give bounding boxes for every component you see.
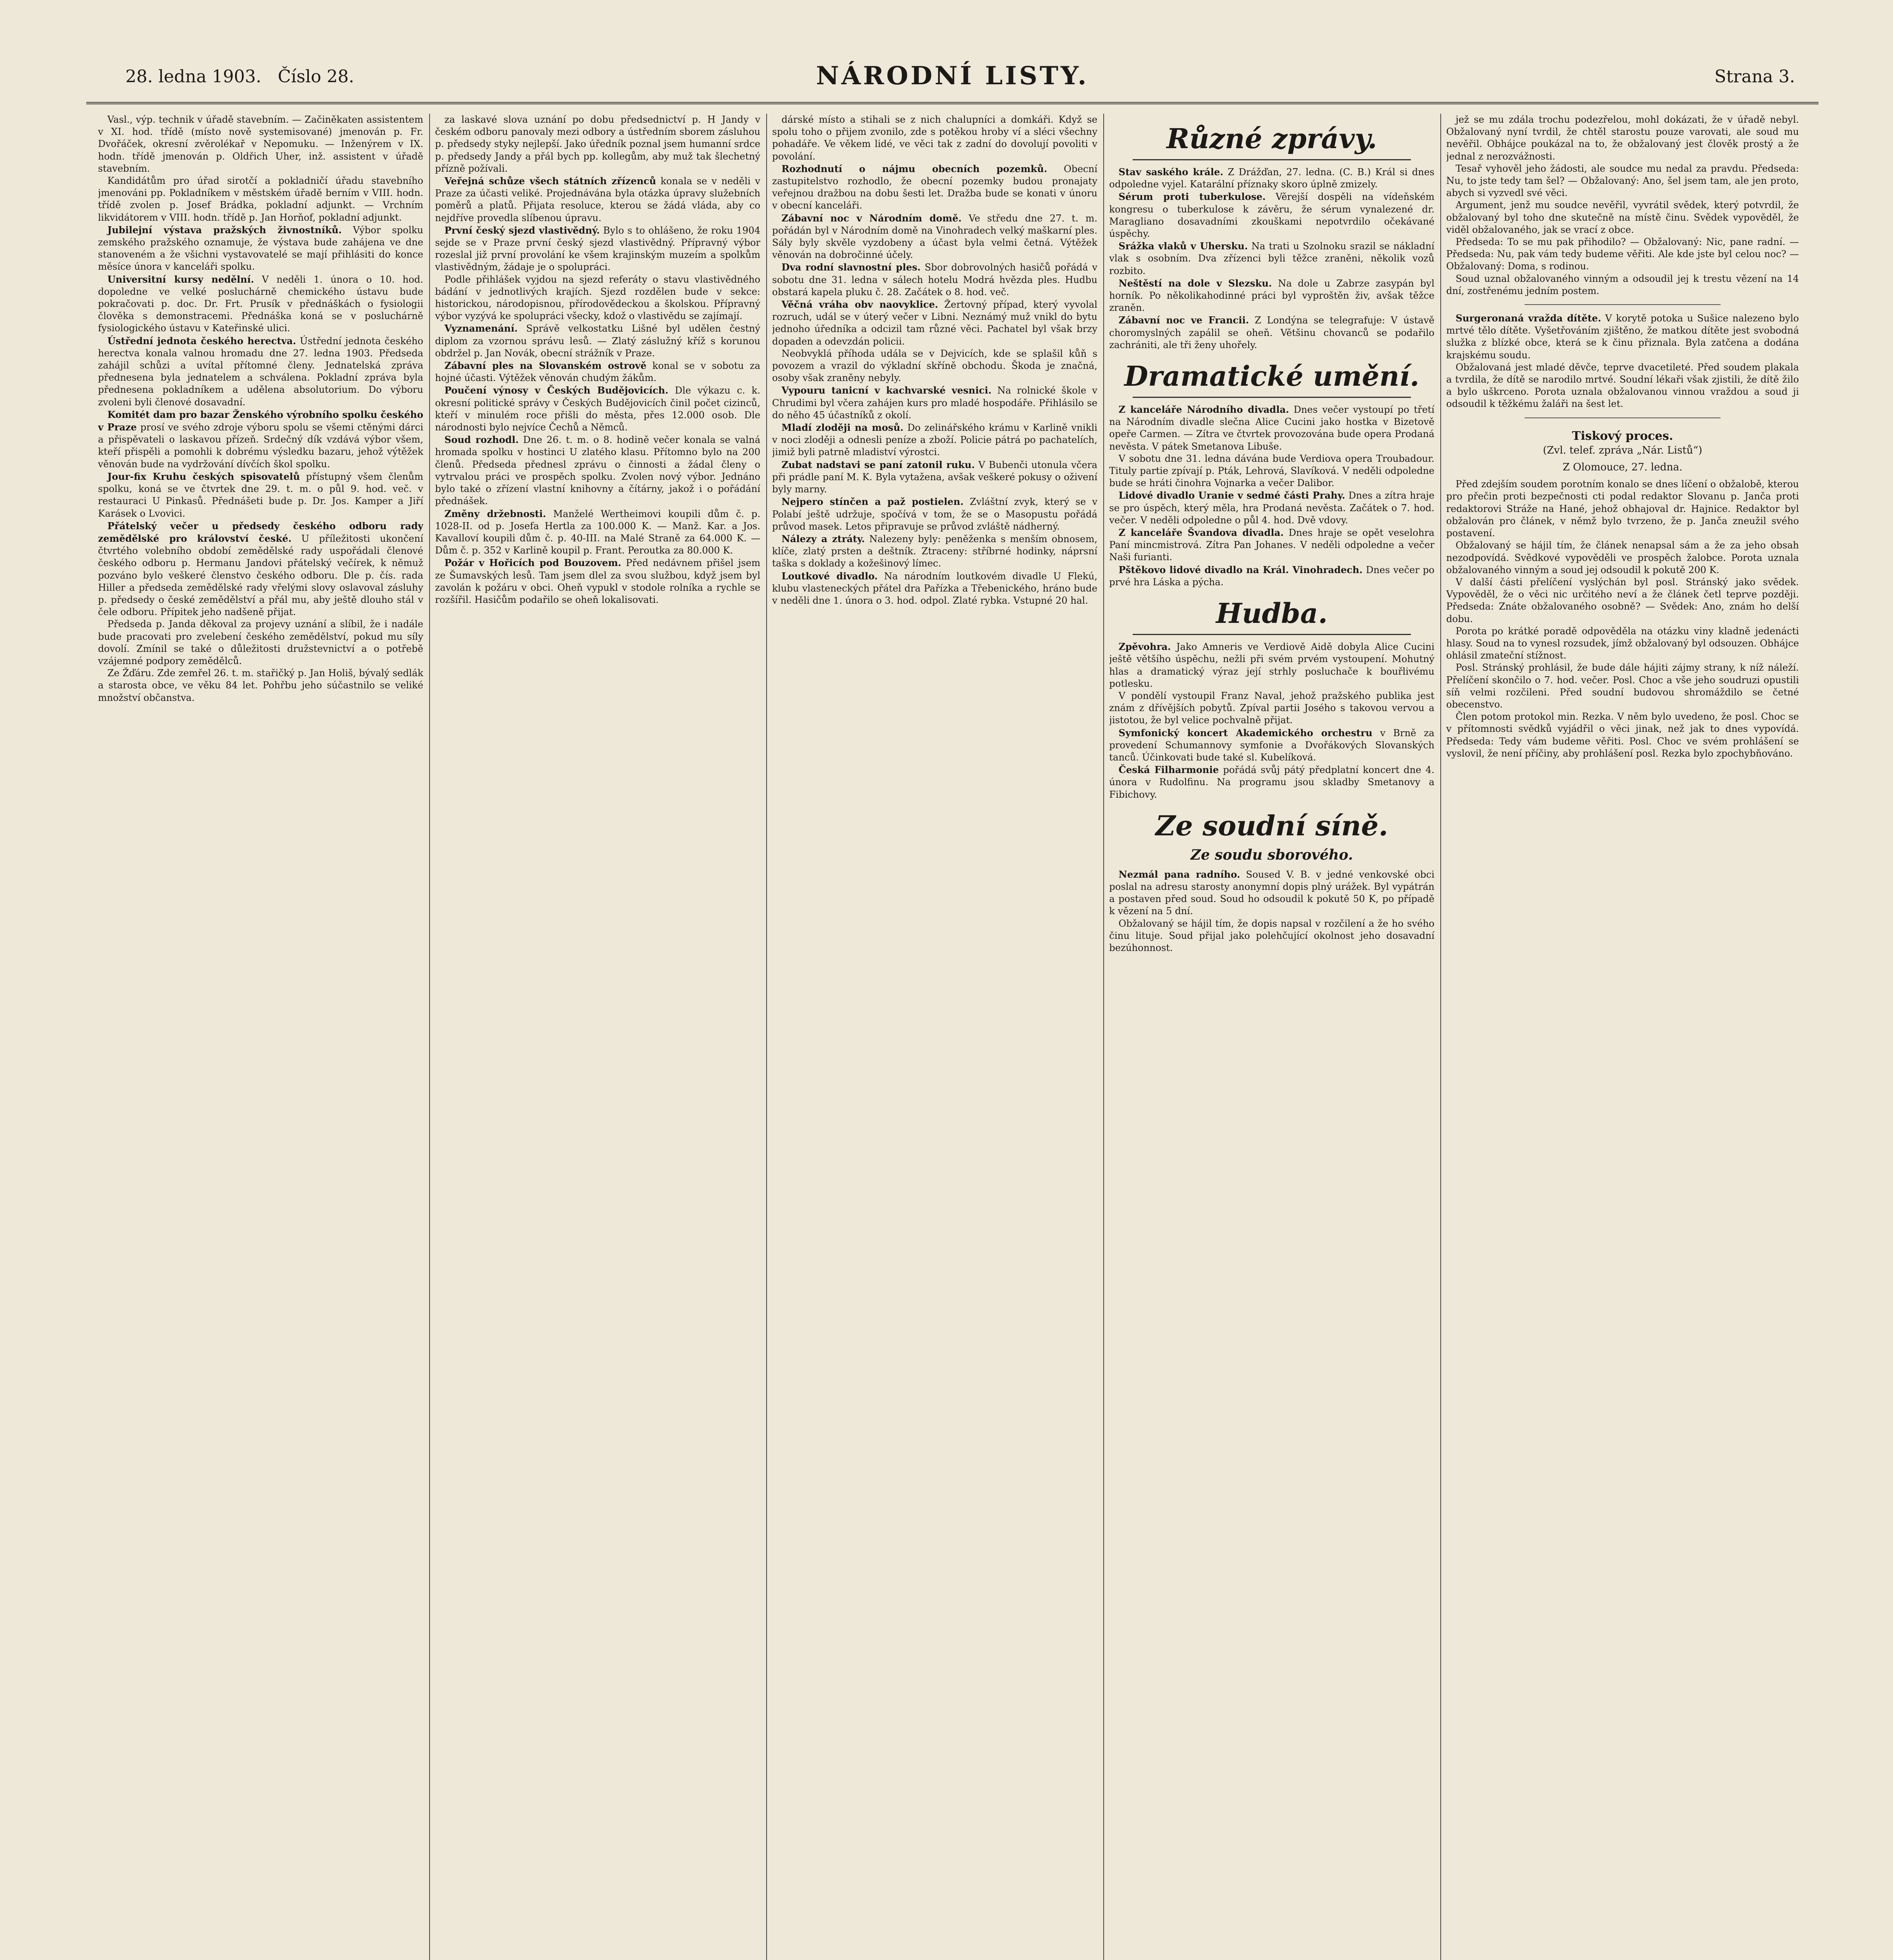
article-text: Na trati u Szolnoku srazil se nákladní vlak s osobním. Dva zřízenci byli těžce zraněni, několik vozů rozbito. (1109, 241, 1434, 276)
article-paragraph (98, 520, 423, 619)
page-number: Strana 3. (1714, 67, 1795, 87)
article-heading: Veřejná schůze všech státních zřízenců (444, 175, 656, 187)
article-text: Soused V. B. v jedné venkovské obci poslal na adresu starosty anonymní dopis plný urážek. Byl vypátrán a postaven před soud. Soud ho odsoudil k pokutě 50 K, po případě k vězení na 5 dní. (1109, 869, 1434, 917)
article-paragraph (1109, 314, 1434, 351)
article-paragraph: Vasl., výp. technik v úřadě stavebním. — Začiněkaten assistentem v XI. hod. třídě (místo nově systemisované) jmenován p. Fr. Dvořáček, okresní zvěrolékař v Nepomuku. — Inženýrem v IX. hodn. třídě jmenován p. Oldřich Uher, inž. assistent v úřadě stavebním. (98, 114, 423, 174)
article-text: Z Drážďan, 27. ledna. (C. B.) Král si dnes odpoledne vyjel. Katarální příznaky skoro úplně zmizely. (1109, 167, 1434, 190)
separator (1525, 304, 1721, 305)
article-text: Na národním loutkovém divadle U Flekú, klubu vlasteneckých přátel dra Pařízka a Třebenického, hráno bude v neděli dne 1. února o 3. hod. odpol. Zlaté rybka. Vstupné 20 hal. (772, 570, 1097, 606)
article-paragraph: Před zdejším soudem porotním konalo se dnes líčení o obžalobě, kterou pro přečin proti bezpečnosti cti podal redaktor Slovanu p. Janča proti redaktorovi Stráže na Hané, jehož obhajoval dr. Hajnice. Redaktor byl obžalován pro článek, v němž bylo tvrzeno, že p. Janča zneužil svého postavení. (1446, 479, 1799, 539)
article-paragraph: V další části přelíčení vyslýchán byl posl. Stránský jako svědek. Vypověděl, že o věci nic určitého neví a že článek četl teprve později. Předseda: Znáte obžalovaného osobně? — Svědek: Ano, znám ho delší dobu. (1446, 576, 1799, 624)
article-paragraph: jež se mu zdála trochu podezřelou, mohl dokázati, že v úřadě nebyl. Obžalovaný nyní tvrdil, že chtěl starostu pouze varovati, ale soud mu nevěřil. Obhájce poukázal na to, že obžalovaný jest člověk prostý a že jednal z nerozvážnosti. (1446, 114, 1799, 162)
article-heading: Požár v Hořicích pod Bouzovem. (444, 557, 622, 569)
article-heading: Universitní kursy nedělní. (107, 273, 254, 285)
article-text: Bylo s to ohlášeno, že roku 1904 sejde se v Praze první český sjezd vlastivědný. Přípravný výbor rozeslal již první provolání ke všem krajinským muzeím a spolkům vlastivědným, žádaje je o spolupráci. (435, 225, 760, 273)
article-text: pořádá svůj pátý předplatní koncert dne 4. února v Rudolfinu. Na programu jsou skladby Smetanovy a Fibichovy. (1109, 764, 1434, 800)
article-paragraph: V pondělí vystoupil Franz Naval, jehož pražského publika jest znám z dřívějších pobytů. Zpíval partii Josého s takovou vervou a jistotou, že byl velice pochvalně přijat. (1109, 690, 1434, 726)
article-text: Jako Amneris ve Verdiově Aidě dobyla Alice Cucini ještě většího úspěchu, nežli při svém prvém vystoupení. Mohutný hlas a dramatický výraz její strhly posluchače k bouřlivému potlesku. (1109, 641, 1434, 689)
article-heading: Ústřední jednota českého herectva. (107, 335, 296, 347)
article-paragraph (435, 224, 760, 274)
article-heading: Pštěkovo lidové divadlo na Král. Vinohradech. (1119, 564, 1363, 575)
article-paragraph: Obžalovaná jest mladé děvče, teprve dvacetileté. Před soudem plakala a tvrdila, že dítě se narodilo mrtvé. Soudní lékaři však zjistili, že dítě žilo a bylo uškrceno. Porota uznala obžalovanou vinnou vraždou a soud ji odsoudil k těžkému žaláři na šest let. (1446, 361, 1799, 410)
article-text: V korytě potoka u Sušice nalezeno bylo mrtvé tělo dítěte. Vyšetřováním zjištěno, že matkou dítěte jest svobodná služka z blízké obce, která se k činu přiznala. Byla zatčena a dodána krajskému soudu. (1446, 313, 1799, 361)
article-heading: Jour-fix Kruhu českých spisovatelů (107, 470, 300, 482)
article-paragraph (772, 459, 1097, 496)
article-paragraph (772, 163, 1097, 212)
article-paragraph (98, 224, 423, 273)
article-heading: Zábavní noc v Národním domě. (781, 212, 962, 224)
article-paragraph: Neobvyklá příhoda udála se v Dejvicích, kde se splašil kůň s povozem a vrazil do výkladní skříně obchodu. Škoda je značná, osoby však zraněny nebyly. (772, 348, 1097, 384)
separator (1525, 417, 1721, 418)
article-text: Manželé Wertheimovi koupili dům č. p. 1028-II. od p. Josefa Hertla za 100.000 K. — Manž. Kar. a Jos. Kavalloví koupili dům č. p. 40-III. na Malé Straně za 64.000 K. — Dům č. p. 352 v Karlině koupil p. Frant. Peroutka za 80.000 K. (435, 508, 760, 556)
article-heading: Lidové divadlo Uranie v sedmé části Prahy. (1119, 490, 1345, 501)
article-paragraph: Obžalovaný se hájil tím, že dopis napsal v rozčilení a že ho svého činu lituje. Soud přijal jako polehčující okolnost jeho dosavadní bezúhonnost. (1109, 918, 1434, 953)
date-text: 28. ledna 1903. (125, 67, 261, 87)
article-paragraph: Obžalovaný se hájil tím, že článek nenapsal sám a že za jeho obsah nezodpovídá. Svědkové vypověděli ve prospěch žalobce. Porota uznala obžalovaného vinným a soud jej odsoudil k pokutě 200 K. (1446, 540, 1799, 575)
article-heading: Z kanceláře Švandova divadla. (1119, 527, 1284, 539)
article-text: v Brně za provedení Schumannovy symfonie a Dvořákových Slovanských tanců. Účinkovati bude také sl. Kubelíková. (1109, 727, 1434, 763)
issue-number: Číslo 28. (277, 67, 354, 87)
article-paragraph: dárské místo a stihali se z nich chalupníci a domkáři. Když se spolu toho o přijem zvonilo, zde s potěkou hroby ví a sléci všechny pohadáře. Ve věkem lidé, ve věci tak z zadní do dovolují povoliti v povolání. (772, 114, 1097, 162)
article-heading: Sérum proti tuberkulose. (1119, 191, 1266, 203)
article-paragraph (1109, 764, 1434, 801)
article-paragraph (772, 495, 1097, 533)
article-text: Žertovný případ, který vyvolal rozruch, udál se v úterý večer v Libni. Neznámý muž vnikl do bytu jednoho úředníka a odcizil tam různé věci. Pachatel byl však brzy dopaden a odevzdán policii. (772, 299, 1097, 347)
article-paragraph (435, 322, 760, 359)
article-text: prosí ve svého zdroje výboru spolu se všemi ctěnými dárci a přispěvateli o laskavou přízeň. Srdečný dík vzdává výbor všem, kteří přispěli a pomohli k dobrému výsledku bazaru, jehož výtěžek věnován bude na vydržování dívčích škol spolku. (98, 422, 423, 470)
section-title-ruzne-zpravy: Různé zprávy. (1166, 122, 1377, 155)
article-heading: Soud rozhodl. (444, 434, 519, 446)
column-3 (772, 114, 1097, 1960)
article-paragraph (772, 384, 1097, 421)
article-paragraph (98, 273, 423, 335)
article-text: Dnes a zítra hraje se pro úspěch, který měla, hra Prodaná nevěsta. Začátek o 7. hod. večer. V neděli odpoledne o půl 4. hod. Dvě vdovy. (1109, 490, 1434, 526)
article-paragraph: Člen potom protokol min. Rezka. V něm bylo uvedeno, že posl. Choc se v přítomnosti svědků vyjádřil o věci jinak, než jak to dnes vypovídá. Předseda: Tedy vám budeme věřiti. Posl. Choc ve svém prohlášení se vyslovil, že není příčiny, aby prohlášení posl. Rezka bylo zpochybňováno. (1446, 711, 1799, 759)
article-text: Věrejší dospěli na vídeňském kongresu o tuberkulose k závěru, že sérum vynalezené dr. Maragliano dosavadními zkouškami nepotvrdilo očekávané úspěchy. (1109, 191, 1434, 240)
column-rule (429, 114, 430, 1960)
section-subtitle: Ze soudu sborového. (1190, 846, 1353, 863)
column-rule (766, 114, 767, 1960)
article-paragraph: Kandidátům pro úřad sirotčí a pokladničí úřadu stavebního jmenováni pp. Pokladníkem v městském úřadě berním v VIII. hodn. třídě zvolen p. Josef Brádka, pokladní adjunkt. — Vrchním likvidátorem v VIII. hodn. třídě p. Jan Horňof, pokladní adjunkt. (98, 175, 423, 223)
masthead: NÁRODNÍ LISTY. (816, 61, 1089, 91)
column-rule (1103, 114, 1104, 1960)
article-heading: Nezmál pana radního. (1119, 868, 1240, 880)
article-paragraph (435, 175, 760, 224)
article-heading: Srážka vlaků v Uhersku. (1119, 240, 1248, 252)
section-rule (1133, 159, 1411, 160)
column-4 (1109, 114, 1434, 1960)
article-text: V neděli 1. února o 10. hod. dopoledne ve velké posluchárně chemického ústavu bude pokračovati p. doc. Dr. Frt. Prusík v přednáškách o fysiologii člověka s demonstracemi. Přednáška koná se v posluchárně fysiologického ústavu v Kateřinské ulici. (98, 274, 423, 334)
section-title-dramaticke-umeni: Dramatické umění. (1124, 360, 1420, 393)
article-paragraph: Předseda: To se mu pak přihodilo? — Obžalovaný: Nic, pane radní. — Předseda: Nu, pak vám tedy budeme věřiti. Ale kde jste byl celou noc? — Obžalovaný: Doma, s rodinou. (1446, 236, 1799, 272)
dateline: Z Olomouce, 27. ledna. (1563, 461, 1683, 474)
article-text: Ve středu dne 27. t. m. pořádán byl v Národním domě na Vinohradech velký maškarní ples. Sály byly skvěle vyzdobeny a účast byla velmi četná. Výtěžek věnován na dobročinné účely. (772, 212, 1097, 261)
article-heading: Změny držebnosti. (444, 508, 546, 519)
section-title-ze-soudni-sine: Ze soudní síně. (1155, 809, 1388, 842)
article-text: konal se v sobotu za hojné účasti. Výtěžek věnován chudým žákům. (435, 360, 760, 384)
article-paragraph (772, 261, 1097, 298)
article-paragraph: Posl. Stránský prohlásil, že bude dále hájiti zájmy strany, k níž náleží. Přelíčení skončilo o 7. hod. večer. Posl. Choc a vše jeho soudruzi opustili síň velmi rozčileni. Před soudní budovou shromáždilo se četné obecenstvo. (1446, 662, 1799, 710)
article-paragraph: Podle přihlášek vyjdou na sjezd referáty o stavu vlastivědného bádání v jednotlivých krajích. Sjezd rozdělen bude v sekce: historickou, národopisnou, přírodovědeckou a školskou. Přípravný výbor vyzývá ke spolupráci všecky, kdož o vlastivědu se zajímají. (435, 274, 760, 322)
article-paragraph (435, 384, 760, 434)
article-paragraph (1109, 727, 1434, 764)
article-heading: Zpěvohra. (1119, 641, 1171, 653)
article-paragraph (1109, 240, 1434, 277)
article-paragraph (1109, 403, 1434, 453)
article-paragraph (772, 533, 1097, 570)
article-paragraph: za laskavé slova uznání po dobu předsednictví p. H Jandy v českém odboru panovaly mezi odbory a ústředním sborem zásluhou p. předsedy styky nejlepší. Jako úředník poznal jsem humanní srdce p. předsedy Jandy a přál bych pp. kollegům, aby muž tak šlechetný přízně požívali. (435, 114, 760, 174)
article-text: Výbor spolku zemského pražského oznamuje, že výstava bude zahájena ve dne stanoveném a že všichni vystavovatelé se mají přihlásiti do konce měsíce února v kanceláři spolku. (98, 224, 423, 272)
article-text: přístupný všem členům spolku, koná se ve čtvrtek dne 29. t. m. o půl 9. hod. več. v restauraci U Pinkasů. Přednášeti bude p. Dr. Jos. Kamper a Jiří Karásek o Lvovici. (98, 471, 423, 519)
article-paragraph (1109, 868, 1434, 918)
article-paragraph (772, 421, 1097, 459)
article-heading: Symfonický koncert Akademického orchestru (1119, 727, 1373, 739)
article-text: U příležitosti ukončení čtvrtého volebního období zemědělské rady uspořádali členové českého odboru p. Hermanu Jandovi přátelský večírek, k němuž pozváno bylo veškeré členstvo českého odboru. Dle p. čís. rada Hiller a předseda zemědělské rady vřelými slovy oslavoval zásluhy p. předsedy o české zemědělství a přál mu, aby ještě dlouho stál v čele odboru. Přípitek jeho nadšeně přijat. (98, 533, 423, 618)
article-heading: Věčná vráha obv naovyklice. (781, 299, 938, 310)
section-rule (1133, 397, 1411, 398)
telegram-source: (Zvl. telef. zpráva „Nár. Listů“) (1543, 444, 1703, 456)
article-text: Před nedávnem přišel jsem ze Šumavských lesů. Tam jsem dlel za svou službou, když jsem byl zavolán k požáru v obci. Oheň vypukl v stodole rolníka a rychle se rozšířil. Hasičům podařilo se oheň lokalisovati. (435, 557, 760, 605)
article-text: Zvláštní zvyk, který se v Polabí ještě udržuje, spočívá v tom, že se o Masopustu pořádá průvod masek. Letos připravuje se průvod zvláště nádherný. (772, 496, 1097, 532)
article-paragraph (435, 557, 760, 606)
article-paragraph (1446, 312, 1799, 361)
article-paragraph: Argument, jenž mu soudce nevěřil, vyvrátil svědek, který potvrdil, že obžalovaný byl toho dne skutečně na místě činu. Svědek vypověděl, že viděl obžalovaného, jak se vrací z obce. (1446, 200, 1799, 235)
article-text: konala se v neděli v Praze za účasti veliké. Projednávána byla otázka úpravy služebních poměrů a platů. Přijata resoluce, kterou se žádá vláda, aby co nejdříve provedla slíbenou úpravu. (435, 176, 760, 223)
article-text: Na rolnické škole v Chrudimi byl včera zahájen kurs pro mladé hospodáře. Přihlásilo se do něho 45 účastníků z okolí. (772, 385, 1097, 421)
article-paragraph (1109, 641, 1434, 690)
article-paragraph (772, 570, 1097, 607)
article-text: Dne 26. t. m. o 8. hodině večer konala se valná hromada spolku v hostinci U zlatého klasu. Přítomno bylo na 200 členů. Předseda přednesl zprávu o činnosti a žádal členy o vytrvalou práci ve prospěch spolku. Zvolen nový výbor. Jednáno bylo také o zřízení vlastní knihovny a čítárny, jakož i o pořádání přednášek. (435, 434, 760, 507)
article-paragraph (435, 359, 760, 384)
article-heading: Neštěstí na dole v Slezsku. (1119, 277, 1272, 289)
article-paragraph (772, 298, 1097, 348)
article-heading: Rozhodnutí o nájmu obecních pozemků. (781, 163, 1047, 174)
article-heading: Nejpero stínčen a paž postielen. (781, 496, 964, 508)
article-text: Dnes večer vystoupí po třetí na Národním divadle slečna Alice Cucini jako hostka v Bizetově opeře Carmen. — Zítra ve čtvrtek provozována bude opera Prodaná nevěsta. V pátek Smetanova Libuše. (1109, 404, 1434, 452)
article-paragraph (98, 408, 423, 470)
column-2 (435, 114, 760, 1960)
article-text: Nalezeny byly: peněženka s menším obnosem, klíče, zlatý prsten a deštník. Ztraceny: stříbrné hodinky, náprsní taška s doklady a kožešinový límec. (772, 533, 1097, 569)
article-paragraph (1109, 564, 1434, 588)
article-heading: Dva rodní slavnostní ples. (781, 261, 921, 273)
article-heading: Česká Filharmonie (1119, 764, 1219, 776)
article-heading: Zábavní noc ve Francii. (1119, 314, 1249, 326)
article-heading: Zubat nadstavi se paní zatonil ruku. (781, 459, 975, 470)
article-paragraph (772, 212, 1097, 261)
article-heading: Komitét dam pro bazar Ženského výrobního spolku českého v Praze (98, 408, 423, 433)
column-5 (1446, 114, 1799, 1960)
article-paragraph (435, 508, 760, 557)
article-text: Sbor dobrovolných hasičů pořádá v sobotu dne 31. ledna v sálech hotelu Modrá hvězda ples. Hudbu obstará kapela pluku č. 28. Začátek o 8. hod. več. (772, 262, 1097, 298)
article-heading: Mladí zloději na mosů. (781, 422, 904, 434)
section-title-tiskovy-proces: Tiskový proces. (1572, 429, 1674, 443)
article-heading: První český sjezd vlastivědný. (444, 224, 600, 236)
article-paragraph: Porota po krátké poradě odpověděla na otázku viny kladně jedenácti hlasy. Soud na to vynesl rozsudek, jímž obžalovaný byl odsouzen. Obhájce ohlásil zmateční stížnost. (1446, 625, 1799, 661)
article-paragraph (1109, 191, 1434, 240)
article-heading: Surgeronaná vražda dítěte. (1456, 312, 1601, 324)
article-text: Do zelinářského krámu v Karlině vnikli v noci zloději a odnesli peníze a zboží. Policie pátrá po pachatelích, jimiž byli patrně mladiství výrostci. (772, 422, 1097, 458)
page-header (86, 59, 1819, 104)
article-text: Obecní zastupitelstvo rozhodlo, že obecní pozemky budou pronajaty veřejnou dražbou na dobu šesti let. Dražba bude se konati v únoru v obecní kanceláři. (772, 163, 1097, 211)
article-paragraph (1109, 277, 1434, 314)
article-heading: Přátelský večer u předsedy českého odboru rady zemědělské pro království české. (98, 520, 423, 544)
article-text: Ústřední jednota českého herectva konala valnou hromadu dne 27. ledna 1903. Předseda zahájil schůzi a uvítal přítomné členy. Jednatelská zpráva přednesena byla jednatelem a schválena. Pokladní zpráva byla přednesena pokladníkem a udělena absolutorium. Do výboru zvoleni byli členové dosavadní. (98, 335, 423, 408)
article-paragraph: Tesař vyhověl jeho žádosti, ale soudce mu nedal za pravdu. Předseda: Nu, to jste tedy tam šel? — Obžalovaný: Ano, šel jsem tam, ale jen proto, abych si vyzvedl své věci. (1446, 163, 1799, 199)
article-paragraph (1109, 489, 1434, 526)
article-text: Na dole u Zabrze zasypán byl horník. Po několikahodinné práci byl vyproštěn živ, avšak těžce zraněn. (1109, 278, 1434, 314)
article-text: Dnes hraje se opět veselohra Paní mincmistrová. Zítra Pan Johanes. V neděli odpoledne a večer Naši furianti. (1109, 527, 1434, 563)
article-text: Z Londýna se telegrafuje: V ústavě choromyslných zapálil se oheň. Většinu chovanců se podařilo zachrániti, ale tři ženy uhořely. (1109, 315, 1434, 350)
article-paragraph: Soud uznal obžalovaného vinným a odsoudil jej k trestu vězení na 14 dní, zostřenému jedním postem. (1446, 273, 1799, 296)
article-paragraph (435, 434, 760, 507)
article-paragraph (1109, 526, 1434, 564)
article-heading: Z kanceláře Národního divadla. (1119, 404, 1289, 416)
article-heading: Loutkové divadlo. (781, 570, 878, 582)
article-text: Dle výkazu c. k. okresní politické správy v Českých Budějovicích činil počet cizinců, kteří v minulém roce přišli do města, přes 12.000 osob. Dle národnosti bylo nejvíce Čechů a Němců. (435, 385, 760, 433)
column-rule (1440, 114, 1441, 1960)
article-paragraph (98, 335, 423, 408)
article-paragraph: V sobotu dne 31. ledna dávána bude Verdiova opera Troubadour. Tituly partie zpívají p. Pták, Lehrová, Slavíková. V neděli odpoledne bude se hráti činohra Vojnarka a večer Dalibor. (1109, 453, 1434, 489)
article-heading: Jubilejní výstava pražských živnostníků. (107, 224, 342, 236)
section-rule (1133, 634, 1411, 635)
article-paragraph (98, 470, 423, 520)
article-heading: Stav saského krále. (1119, 166, 1224, 178)
article-paragraph: Ze Žďáru. Zde zemřel 26. t. m. stařičký p. Jan Holiš, bývalý sedlák a starosta obce, ve věku 84 let. Pohřbu jeho súčastnilo se veliké množství občanstva. (98, 668, 423, 703)
section-title-hudba: Hudba. (1216, 597, 1328, 630)
article-paragraph: Předseda p. Janda děkoval za projevy uznání a slíbil, že i nadále bude pracovati pro zvelebení českého zemědělství, pokud mu síly dovolí. Zmínil se také o důležitosti družstevnictví a o potřebě vzájemné podpory zemědělců. (98, 619, 423, 666)
column-1 (98, 114, 423, 1960)
article-text: V Bubenči utonula včera při prádle paní M. K. Byla vytažena, avšak veškeré pokusy o oživení byly marny. (772, 459, 1097, 495)
article-heading: Zábavní ples na Slovanském ostrově (444, 360, 647, 372)
article-text: Dnes večer po prvé hra Láska a pýcha. (1109, 564, 1434, 588)
article-text: Správě velkostatku Lišné byl udělen čestný diplom za vzornou správu lesů. — Zlatý záslužný kříž s korunou obdržel p. Jan Novák, obecní strážník v Praze. (435, 323, 760, 359)
article-paragraph (1109, 166, 1434, 191)
article-heading: Poučení výnosy v Českých Budějovicích. (444, 385, 669, 396)
article-heading: Nálezy a ztráty. (781, 533, 865, 544)
article-heading: Vypouru tanicní v kachvarské vesnici. (781, 385, 992, 396)
article-heading: Vyznamenání. (444, 323, 518, 334)
